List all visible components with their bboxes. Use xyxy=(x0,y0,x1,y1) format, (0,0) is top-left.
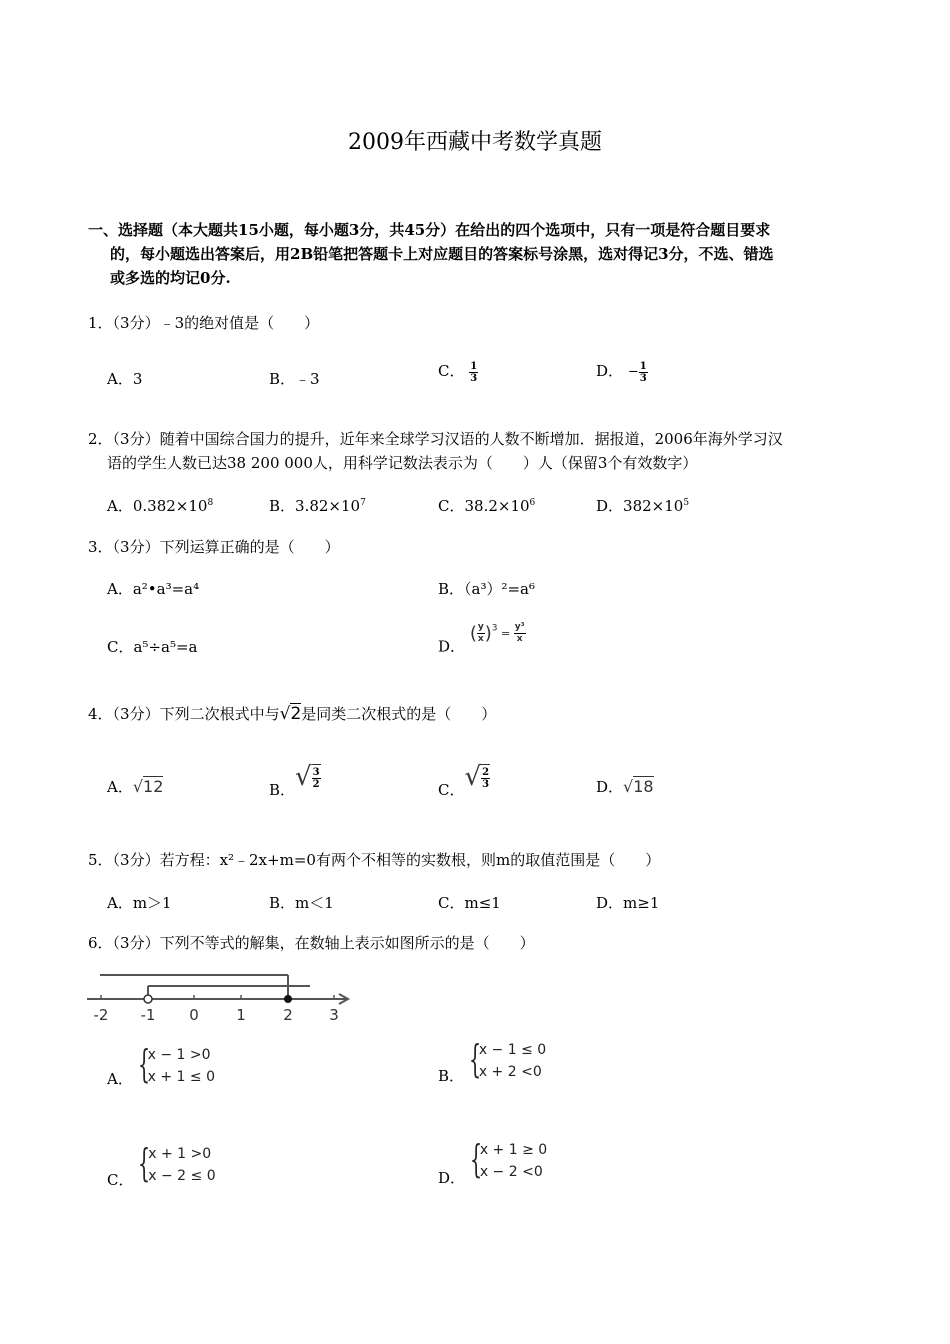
q6-d-line-2: x − 2 <0 xyxy=(479,1164,543,1180)
q1-option-c-fraction xyxy=(469,361,478,384)
q6-d-label: D． xyxy=(438,1169,466,1187)
q2-d-exp: 5 xyxy=(683,498,690,508)
q4-a-label: A． xyxy=(107,778,133,796)
q4-c-fraction xyxy=(481,764,490,790)
q4-stem-post: 是同类二次根式的是（ ） xyxy=(301,705,497,723)
q5-option-d: D．m≥1 xyxy=(596,894,660,912)
q2-option-a xyxy=(107,495,213,516)
q4-c-den: 3 xyxy=(482,779,490,790)
q3-option-c: C．a⁵÷a⁵=a xyxy=(107,638,198,656)
q1-option-d-label: D． xyxy=(596,362,624,380)
tick-label: -2 xyxy=(93,1006,109,1024)
q3-stem: 3．（3分）下列运算正确的是（ ） xyxy=(88,538,340,556)
number-line-figure xyxy=(85,965,360,1025)
q4-a-radicand: 12 xyxy=(143,777,164,796)
q4-stem-pre: 4．（3分）下列二次根式中与 xyxy=(88,705,280,723)
q6-c-line-1: x + 1 >0 xyxy=(148,1146,212,1162)
q6-c-label: C． xyxy=(107,1171,134,1189)
q2-a-exp: 8 xyxy=(207,498,214,508)
q4-c-label: C． xyxy=(438,781,465,799)
q2-b-base: B．3.82×10 xyxy=(269,497,361,515)
q1-option-b: B．﹣3 xyxy=(269,370,320,388)
q4-c-num: 2 xyxy=(482,767,490,778)
q4-d-radicand: 18 xyxy=(633,777,654,796)
q2-option-c xyxy=(438,495,535,516)
q3-option-d-label: D． xyxy=(438,637,466,656)
q1-option-a: A．3 xyxy=(107,370,143,388)
tick-label: 2 xyxy=(283,1006,293,1024)
q6-a-label: A． xyxy=(107,1070,133,1088)
q6-option-c xyxy=(107,1143,216,1190)
q3-option-a: A．a²•a³=a⁴ xyxy=(107,580,200,598)
q4-d-radical: √18 xyxy=(623,777,654,796)
q2-d-base: D．382×10 xyxy=(596,497,684,515)
q4-option-a xyxy=(107,776,163,797)
q4-stem-radicand: 2 xyxy=(290,704,302,724)
q2-c-exp: 6 xyxy=(529,498,536,508)
tick-label: -1 xyxy=(140,1006,156,1024)
closed-endpoint xyxy=(284,995,292,1003)
tick-label: 0 xyxy=(189,1006,199,1024)
q1-option-c xyxy=(438,360,478,384)
q4-c-radical-sign: √ xyxy=(464,762,482,792)
q4-stem xyxy=(88,702,496,726)
q6-option-a xyxy=(107,1044,215,1089)
q2-c-base: C．38.2×10 xyxy=(438,497,530,515)
q4-option-b xyxy=(269,762,321,800)
q4-b-num: 3 xyxy=(312,767,320,778)
q3-d-y: y xyxy=(477,622,484,632)
q2-a-base: A．0.382×10 xyxy=(107,497,208,515)
page-title: 2009年西藏中考数学真题 xyxy=(348,130,602,155)
q5-option-b: B．m＜1 xyxy=(269,894,334,912)
q5-option-c: C．m≤1 xyxy=(438,894,501,912)
q3-option-b: B．（a³）²=a⁶ xyxy=(438,580,536,598)
q3-d-eq: = xyxy=(500,627,511,640)
q6-stem: 6．（3分）下列不等式的解集，在数轴上表示如图所示的是（ ） xyxy=(88,934,535,952)
q4-b-fraction xyxy=(312,764,321,790)
q1-option-d-fraction xyxy=(639,361,648,384)
q1-d-denominator: 3 xyxy=(639,372,647,384)
q2-stem-line-1: 2．（3分）随着中国综合国力的提升，近年来全球学习汉语的人数不断增加．据报道，2006年海外学习汉 xyxy=(88,430,783,448)
section-line-3: 或多选的均记0分. xyxy=(110,269,231,287)
q6-b-line-2: x + 2 <0 xyxy=(478,1064,542,1080)
q1-d-numerator: 1 xyxy=(639,360,647,372)
q4-b-den: 2 xyxy=(312,779,320,790)
q6-a-line-2: x + 1 ≤ 0 xyxy=(147,1069,215,1085)
q4-b-label: B． xyxy=(269,781,296,799)
q3-d-x: x xyxy=(477,634,484,644)
q1-c-numerator: 1 xyxy=(470,360,478,372)
q1-option-c-label: C． xyxy=(438,362,465,380)
q4-option-d xyxy=(596,776,654,797)
q3-d-y3: y³ xyxy=(514,622,525,632)
q4-b-radical-sign: √ xyxy=(295,762,312,792)
q1-c-denominator: 3 xyxy=(470,372,478,384)
tick-label: 3 xyxy=(329,1006,339,1024)
q5-option-a: A．m＞1 xyxy=(107,894,172,912)
q4-d-label: D． xyxy=(596,778,624,796)
q6-d-line-1: x + 1 ≥ 0 xyxy=(479,1142,548,1158)
section-line-2: 的，每小题选出答案后，用2B铅笔把答题卡上对应题目的答案标号涂黑，选对得记3分，不选、错选 xyxy=(110,245,774,263)
section-line-1: 一、选择题（本大题共15小题，每小题3分，共45分）在给出的四个选项中，只有一项是符合题目要求 xyxy=(88,221,771,239)
q6-c-line-2: x − 2 ≤ 0 xyxy=(148,1168,216,1184)
q3-d-pow: 3 xyxy=(491,623,498,634)
q4-option-c xyxy=(438,762,490,800)
q2-option-b xyxy=(269,495,366,516)
q6-b-line-1: x − 1 ≤ 0 xyxy=(478,1042,547,1058)
q6-a-line-1: x − 1 >0 xyxy=(147,1047,211,1063)
q3-d-formula: ( $\frac{y}{x}$ )$^3$ = $\frac{\text{y³}}{x}$ xyxy=(469,622,525,644)
q6-c-system: { x + 1 >0 x − 2 ≤ 0 xyxy=(138,1141,216,1185)
section-heading xyxy=(88,218,868,290)
q6-b-system: { x − 1 ≤ 0 x + 2 <0 xyxy=(468,1037,547,1081)
open-endpoint xyxy=(144,995,152,1003)
q6-option-d xyxy=(438,1139,547,1188)
q1-option-d xyxy=(596,360,648,384)
q6-b-label: B． xyxy=(438,1067,465,1085)
q6-option-b xyxy=(438,1039,546,1086)
q6-a-system: { x − 1 >0 x + 1 ≤ 0 xyxy=(137,1042,215,1086)
q2-b-exp: 7 xyxy=(360,498,366,508)
q4-stem-radical: √2 xyxy=(279,704,302,724)
q4-a-radical: √12 xyxy=(132,777,164,796)
q1-stem: 1．（3分）﹣3的绝对值是（ ） xyxy=(88,314,320,332)
q1-d-sign: − xyxy=(627,364,639,380)
q5-stem: 5．（3分）若方程：x²﹣2x+m=0有两个不相等的实数根，则m的取值范围是（ ） xyxy=(88,851,661,869)
q3-d-x2: x xyxy=(516,634,523,644)
q3-option-d xyxy=(438,622,526,657)
q2-stem-line-2: 语的学生人数已达38 200 000人，用科学记数法表示为（ ）人（保留3个有效数字） xyxy=(107,454,698,472)
q2-option-d xyxy=(596,495,689,516)
q6-d-system: { x + 1 ≥ 0 x − 2 <0 xyxy=(469,1137,548,1181)
tick-label: 1 xyxy=(236,1006,246,1024)
